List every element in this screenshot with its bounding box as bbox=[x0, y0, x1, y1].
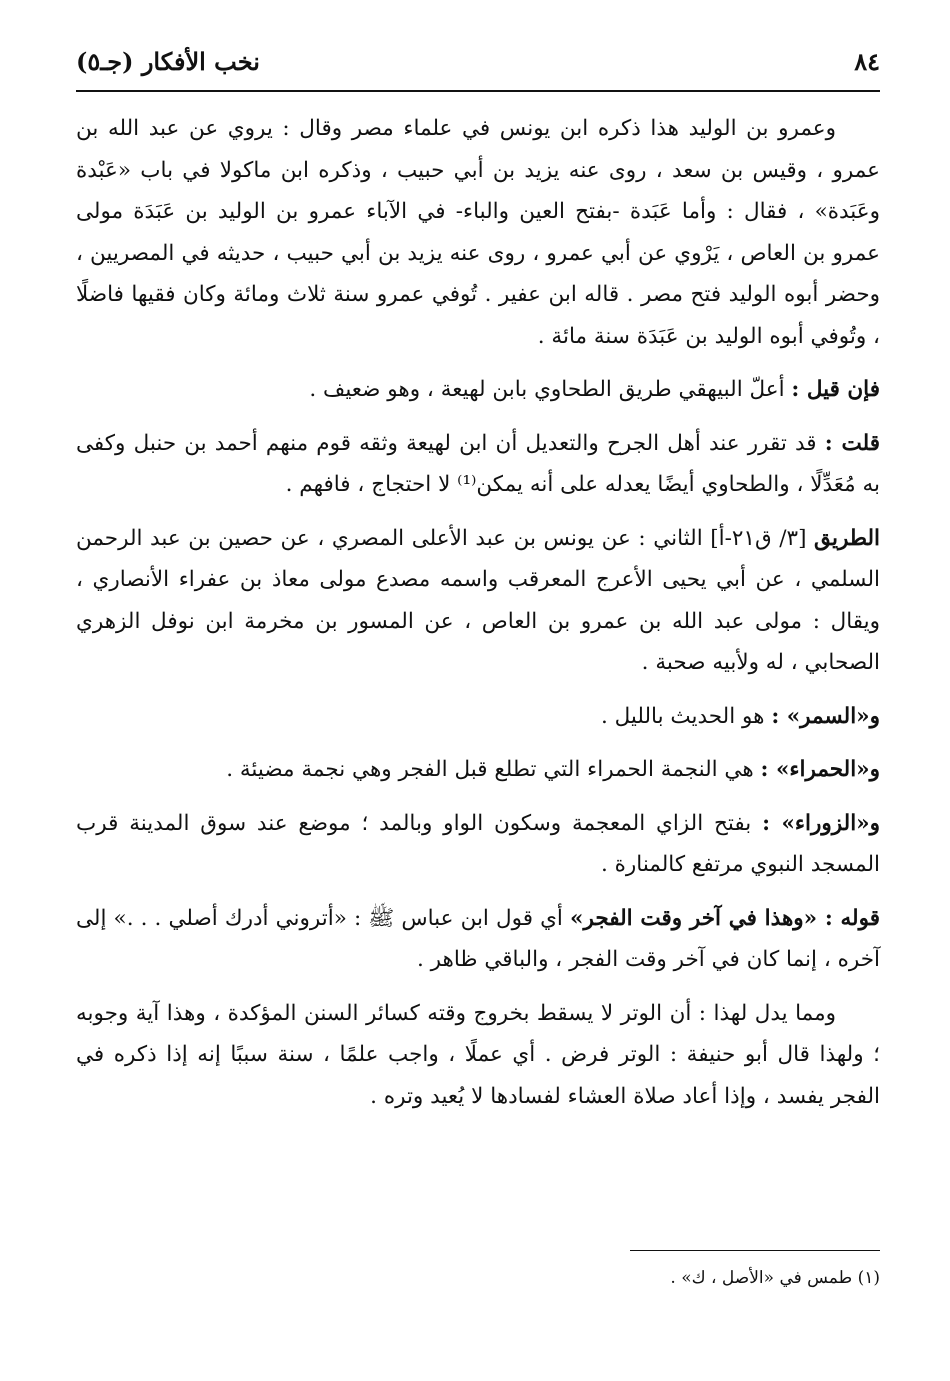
footnote: (١) طمس في «الأصل ، ك» . bbox=[670, 1268, 880, 1288]
paragraph-text: هو الحديث بالليل . bbox=[600, 703, 772, 729]
paragraph-text: [٣/ ق٢١-أ] الثاني : عن يونس بن عبد الأعلى المصري ، عن حصين بن عبد الرحمن السلمي ، عن أبي يحيى الأعرج المعرقب واسمه مصدع مولى معاذ بن عفراء الأنصاري ، ويقال : مولى عبد الله بن عمرو بن العاص ، عن المسور بن مخرمة ابن نوفل الزهري الصحابي ، له ولأبيه صحبة . bbox=[76, 525, 880, 675]
paragraph-second-chain bbox=[76, 518, 880, 684]
paragraph-lead: و«السمر» : bbox=[771, 703, 880, 729]
paragraph-commentary bbox=[76, 898, 880, 981]
paragraph-witr-ruling bbox=[76, 993, 880, 1118]
header-rule bbox=[76, 90, 880, 92]
paragraph-text: وعمرو بن الوليد هذا ذكره ابن يونس في علماء مصر وقال : يروي عن عبد الله بن عمرو ، وقيس بن سعد ، روى عنه يزيد بن أبي حبيب ، وذكره ابن ماكولا في باب «عَبْدة وعَبَدة» ، فقال : وأما عَبَدة -بفتح العين والباء- في الآباء عمرو بن الوليد بن عَبَدَة مولى عمرو بن العاص ، يَرْوي عن أبي عمرو ، روى عنه يزيد بن أبي حبيب ، حديثه في المصريين ، وحضر أبوه الوليد فتح مصر . قاله ابن عفير . تُوفي عمرو سنة ثلاث ومائة وكان فقيها فاضلًا ، وتُوفي أبوه الوليد بن عَبَدَة سنة مائة . bbox=[76, 116, 880, 349]
paragraph-text: بفتح الزاي المعجمة وسكون الواو وبالمد ؛ موضع عند سوق المدينة قرب المسجد النبوي مرتفع كالمنارة . bbox=[76, 810, 880, 877]
paragraph-text: قد تقرر عند أهل الجرح والتعديل أن ابن لهيعة وثقه قوم منهم أحمد بن حنبل وكفى به مُعَدِّلًا ، والطحاوي أيضًا يعدله على أنه يمكن⁽¹⁾ لا احتجاج ، فافهم . bbox=[76, 430, 880, 497]
paragraph-lead: فإن قيل : bbox=[791, 377, 880, 402]
page-header bbox=[76, 40, 880, 82]
paragraph-lead: قلت : bbox=[824, 430, 881, 456]
paragraph-lead: قوله : «وهذا في آخر وقت الفجر» bbox=[570, 905, 880, 931]
paragraph-response bbox=[76, 423, 880, 506]
main-text bbox=[76, 108, 880, 1129]
paragraph-narrator-bio bbox=[76, 108, 880, 357]
paragraph-text: هي النجمة الحمراء التي تطلع قبل الفجر وهي نجمة مضيئة . bbox=[226, 757, 761, 782]
paragraph-lead: و«الحمراء» : bbox=[760, 757, 880, 782]
paragraph-lead: و«الزوراء» : bbox=[762, 810, 880, 836]
running-title: نخب الأفكار (جـ٥) bbox=[76, 46, 260, 76]
footnote-rule bbox=[630, 1250, 880, 1251]
paragraph-text: أعلّ البيهقي طريق الطحاوي بابن لهيعة ، وهو ضعيف . bbox=[309, 377, 792, 402]
paragraph-definition-zawra bbox=[76, 803, 880, 886]
page-number: ٨٤ bbox=[854, 46, 880, 76]
paragraph-definition-samar bbox=[76, 696, 880, 738]
paragraph-text: أي قول ابن عباس ﷺ : «أتروني أدرك أصلي . . .» إلى آخره ، إنما كان في آخر وقت الفجر ، والباقي ظاهر . bbox=[76, 905, 880, 972]
paragraph-definition-hamra bbox=[76, 749, 880, 791]
paragraph-objection bbox=[76, 369, 880, 411]
paragraph-lead: الطريق bbox=[814, 525, 880, 551]
paragraph-text: ومما يدل لهذا : أن الوتر لا يسقط بخروج وقته كسائر السنن المؤكدة ، وهذا آية وجوبه ؛ ولهذا قال أبو حنيفة : الوتر فرض . أي عملًا ، واجب علمًا ، سنة سببًا إنه إذا ذكره في الفجر يفسد ، وإذا أعاد صلاة العشاء لفسادها لا يُعيد وتره . bbox=[76, 1000, 880, 1109]
